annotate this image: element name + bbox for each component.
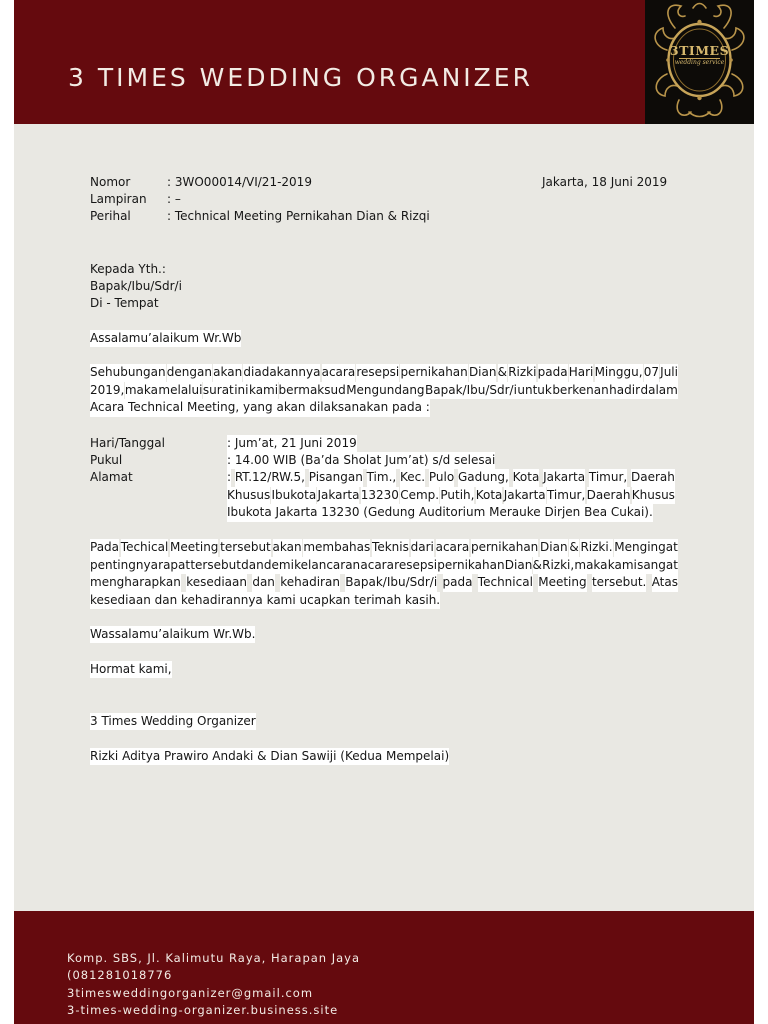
intro-paragraph-word: Dian	[469, 364, 497, 382]
alamat-word: Daerah	[631, 469, 675, 487]
alamat-word: Ibukota Jakarta 13230 (Gedung Auditorium Merauke Dirjen Bea Cukai).	[227, 504, 653, 522]
body-paragraph-word: kehadiran	[280, 574, 340, 592]
logo-divider	[679, 58, 720, 59]
alamat-word: 13230	[361, 487, 399, 505]
body-paragraph-word: dan	[252, 574, 275, 592]
intro-paragraph-word: untuk	[517, 382, 551, 400]
alamat-label: Alamat	[90, 470, 133, 484]
intro-paragraph-line	[90, 382, 678, 400]
body-paragraph-word: pernikahan	[437, 557, 504, 575]
body-paragraph-word: kesediaan	[186, 574, 247, 592]
intro-paragraph	[90, 364, 678, 417]
intro-paragraph-word: ini	[234, 382, 248, 400]
intro-paragraph-word: surat	[203, 382, 234, 400]
intro-paragraph-word: Sehubungan	[90, 364, 166, 382]
intro-paragraph-word: Mengundang	[346, 382, 424, 400]
alamat-word: Pisangan	[309, 469, 363, 487]
intro-paragraph-word: resepsi	[356, 364, 399, 382]
body-paragraph-word: Rizki.	[580, 539, 612, 557]
intro-paragraph-word: maka	[125, 382, 158, 400]
company-logo	[645, 0, 754, 124]
hari-value: : Jum’at, 21 Juni 2019	[227, 436, 357, 450]
intro-paragraph-word: melalui	[158, 382, 202, 400]
alamat-word: Jakarta	[504, 487, 546, 505]
perihal-value: : Technical Meeting Pernikahan Dian & Rizqi	[167, 209, 430, 223]
nomor-value: : 3WO00014/VI/21-2019	[167, 175, 312, 189]
lampiran-label: Lampiran	[90, 192, 147, 206]
alamat-line	[227, 504, 675, 522]
intro-paragraph-word: dalam	[640, 382, 677, 400]
intro-paragraph-word: pada	[538, 364, 568, 382]
body-paragraph-word: pada	[443, 574, 473, 592]
intro-paragraph-word: dengan	[167, 364, 212, 382]
body-paragraph-word: tersebut	[220, 539, 271, 557]
intro-paragraph-word: 2019,	[90, 382, 124, 400]
alamat-line	[227, 469, 675, 487]
intro-paragraph-word: akan	[213, 364, 242, 382]
body-paragraph-word: Teknis	[372, 539, 409, 557]
intro-paragraph-word: Hari	[569, 364, 594, 382]
recipient-line-2: Bapak/Ibu/Sdr/i	[90, 279, 182, 293]
body-paragraph-word: mengharapkan	[90, 574, 181, 592]
intro-paragraph-line	[90, 364, 678, 382]
intro-paragraph-line	[90, 399, 678, 417]
alamat-word: Ibukota	[271, 487, 316, 505]
body-paragraph-word: Dian	[540, 539, 568, 557]
body-paragraph-word: akan	[273, 539, 302, 557]
footer-phone: (081281018776	[67, 968, 173, 982]
intro-paragraph-word: Rizki	[508, 364, 536, 382]
body-paragraph-word: acara	[360, 557, 394, 575]
alamat-word: Timur,	[547, 487, 585, 505]
body-paragraph-word: rapat	[158, 557, 190, 575]
body-paragraph-word: Meeting	[170, 539, 218, 557]
body-paragraph-word: Atas	[652, 574, 678, 592]
letterhead-banner	[14, 0, 754, 124]
intro-paragraph-word: kami	[249, 382, 278, 400]
intro-paragraph-word: berkenan	[552, 382, 608, 400]
body-paragraph-word: Technical	[478, 574, 533, 592]
pukul-value: : 14.00 WIB (Ba’da Sholat Jum’at) s/d selesai	[227, 453, 496, 467]
alamat-word: Tim.,	[367, 469, 397, 487]
footer-email: 3timesweddingorganizer@gmail.com	[67, 986, 314, 1000]
greeting: Assalamu’alaikum Wr.Wb	[90, 331, 242, 345]
lampiran-value: : –	[167, 192, 181, 206]
intro-paragraph-word: hadir	[609, 382, 640, 400]
body-paragraph-word: tersebut.	[592, 574, 646, 592]
body-paragraph-word: kami	[608, 557, 637, 575]
body-paragraph-word: resepsi	[394, 557, 437, 575]
intro-paragraph-word: acara	[322, 364, 356, 382]
body-paragraph-word: acara	[436, 539, 470, 557]
letter-date: Jakarta, 18 Juni 2019	[542, 175, 668, 189]
alamat-word: RT.12/RW.5,	[235, 469, 305, 487]
alamat-word: Khusus	[227, 487, 270, 505]
alamat-word: Jakarta	[543, 469, 585, 487]
body-paragraph-word: sangat	[637, 557, 678, 575]
body-paragraph-word: maka	[574, 557, 607, 575]
letter-footer	[14, 911, 754, 1024]
signatory-names: Rizki Aditya Prawiro Andaki & Dian Sawiji (Kedua Mempelai)	[90, 749, 450, 763]
body-paragraph	[90, 539, 678, 609]
body-paragraph-word: dan	[241, 557, 264, 575]
body-paragraph-word: kesediaan dan kehadirannya kami ucapkan terimah kasih.	[90, 592, 440, 610]
body-paragraph-word: &	[533, 557, 542, 575]
body-paragraph-word: membahas	[303, 539, 370, 557]
alamat-word: Kec.	[400, 469, 425, 487]
body-paragraph-line	[90, 539, 678, 557]
logo-wordmark: 3TIMES	[669, 43, 730, 58]
recipient-line-1: Kepada Yth.:	[90, 262, 166, 276]
body-paragraph-word: Meeting	[538, 574, 586, 592]
closing-salutation: Wassalamu’alaikum Wr.Wb.	[90, 627, 256, 641]
alamat-word: :	[227, 469, 231, 487]
intro-paragraph-word: Bapak/Ibu/Sdr/i	[425, 382, 517, 400]
nomor-label: Nomor	[90, 175, 131, 189]
body-paragraph-word: demi	[264, 557, 294, 575]
body-paragraph-word: &	[569, 539, 578, 557]
body-paragraph-word: Dian	[505, 557, 533, 575]
body-paragraph-line	[90, 557, 678, 575]
alamat-value	[227, 469, 675, 522]
intro-paragraph-word: pernikahan	[400, 364, 467, 382]
footer-address: Komp. SBS, Jl. Kalimutu Raya, Harapan Jaya	[67, 951, 361, 965]
intro-paragraph-word: bermaksud	[279, 382, 346, 400]
body-paragraph-word: Pada	[90, 539, 119, 557]
alamat-word: Timur,	[589, 469, 627, 487]
body-paragraph-line	[90, 574, 678, 592]
alamat-word: Jakarta	[317, 487, 359, 505]
pukul-label: Pukul	[90, 453, 123, 467]
intro-paragraph-word: Juli	[660, 364, 678, 382]
body-paragraph-word: Rizki,	[542, 557, 574, 575]
intro-paragraph-word: &	[498, 364, 507, 382]
recipient-line-3: Di - Tempat	[90, 296, 159, 310]
alamat-word: Pulo	[429, 469, 454, 487]
hari-label: Hari/Tanggal	[90, 436, 165, 450]
signatory-organization: 3 Times Wedding Organizer	[90, 714, 256, 728]
alamat-word: Cemp.	[400, 487, 439, 505]
intro-paragraph-word: Minggu,	[595, 364, 643, 382]
intro-paragraph-word: Acara Technical Meeting, yang akan dilaksanakan pada :	[90, 399, 430, 417]
body-paragraph-word: tersebut	[190, 557, 241, 575]
alamat-word: Khusus	[632, 487, 675, 505]
body-paragraph-line	[90, 592, 678, 610]
alamat-word: Gadung,	[458, 469, 509, 487]
body-paragraph-word: kelancaran	[294, 557, 360, 575]
regards: Hormat kami,	[90, 662, 172, 676]
body-paragraph-word: Bapak/Ibu/Sdr/i	[345, 574, 437, 592]
body-paragraph-word: Techical	[121, 539, 169, 557]
logo-tagline: wedding service	[674, 59, 725, 66]
footer-website: 3-times-wedding-organizer.business.site	[67, 1003, 339, 1017]
body-paragraph-word: pentingnya	[90, 557, 158, 575]
intro-paragraph-word: 07	[644, 364, 659, 382]
body-paragraph-word: pernikahan	[471, 539, 538, 557]
company-name: 3 TIMES WEDDING ORGANIZER	[68, 63, 533, 92]
alamat-line	[227, 487, 675, 505]
alamat-word: Kota	[476, 487, 503, 505]
body-paragraph-word: Mengingat	[614, 539, 678, 557]
body-paragraph-word: dari	[411, 539, 434, 557]
alamat-word: Daerah	[587, 487, 631, 505]
intro-paragraph-word: diadakannya	[243, 364, 320, 382]
perihal-label: Perihal	[90, 209, 131, 223]
alamat-word: Kota	[513, 469, 540, 487]
alamat-word: Putih,	[440, 487, 474, 505]
